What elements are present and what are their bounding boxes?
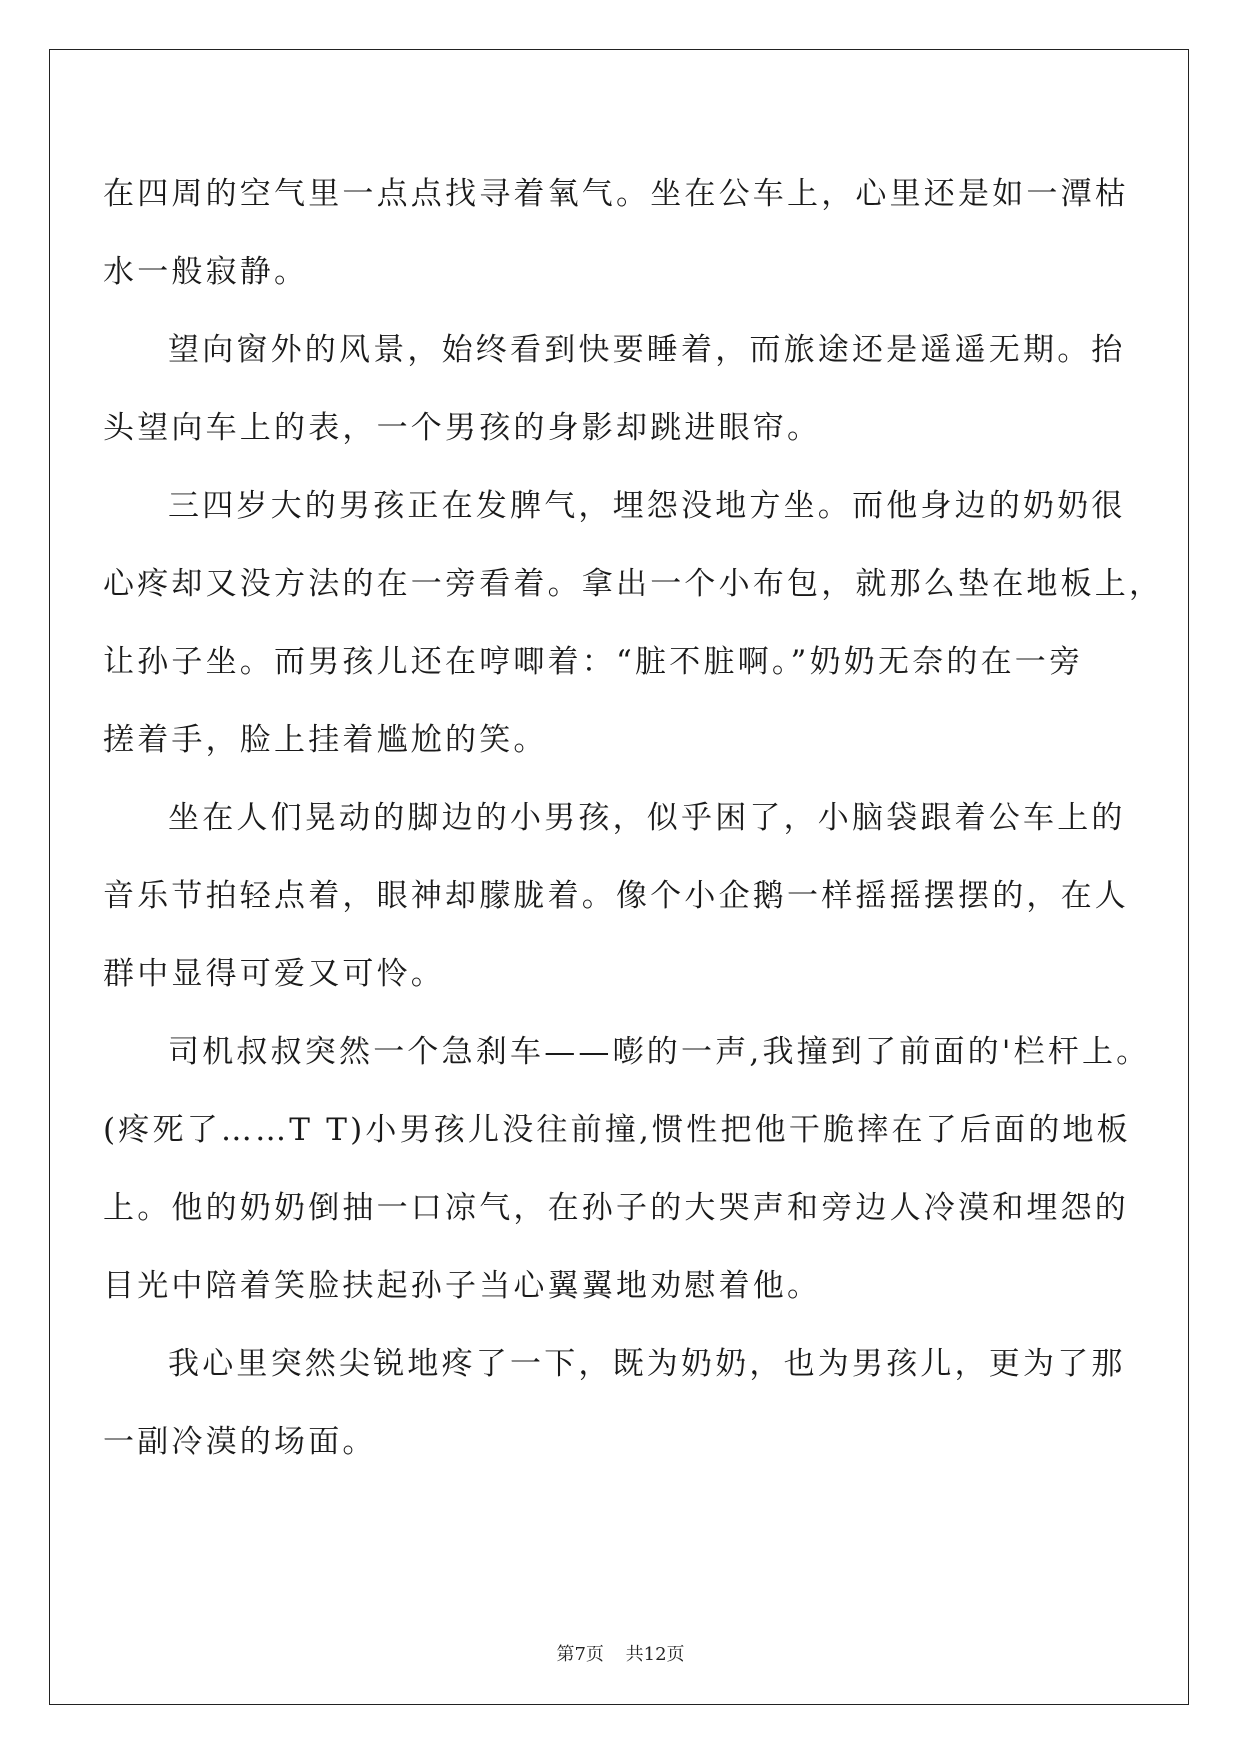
text-line: 一副冷漠的场面。 [103,1424,377,1460]
text-line: 搓着手，脸上挂着尴尬的笑。 [103,722,548,758]
paragraph-first-line: 三四岁大的男孩正在发脾气，埋怨没地方坐。而他身边的奶奶很 [168,488,1126,524]
page-total: 共12页 [625,1644,685,1665]
text-line: 心疼却又没方法的在一旁看着。拿出一个小布包，就那么垫在地板上， [103,566,1164,602]
text-line: 水一般寂静。 [103,254,309,290]
text-line: 上。他的奶奶倒抽一口凉气，在孙子的大哭声和旁边人冷漠和埋怨的 [103,1190,1129,1226]
paragraph-first-line: 望向窗外的风景，始终看到快要睡着，而旅途还是遥遥无期。抬 [168,332,1126,368]
paragraph-first-line: 我心里突然尖锐地疼了一下，既为奶奶，也为男孩儿，更为了那 [168,1346,1126,1382]
paragraph-first-line: 司机叔叔突然一个急刹车——嘭的一声,我撞到了前面的'栏杆上。 [168,1034,1151,1070]
text-line: 在四周的空气里一点点找寻着氧气。坐在公车上，心里还是如一潭枯 [103,176,1129,212]
page-footer [0,1640,1241,1666]
page-number: 第7页 [556,1644,604,1665]
text-line: 头望向车上的表，一个男孩的身影却跳进眼帘。 [103,410,822,446]
text-line: (疼死了……T T)小男孩儿没往前撞,惯性把他干脆摔在了后面的地板 [103,1112,1131,1148]
document-body [103,155,1164,1481]
paragraph-first-line: 坐在人们晃动的脚边的小男孩，似乎困了，小脑袋跟着公车上的 [168,800,1126,836]
text-line: 群中显得可爱又可怜。 [103,956,445,992]
text-line: 让孙子坐。而男孩儿还在哼唧着：“脏不脏啊。”奶奶无奈的在一旁 [103,644,1084,680]
text-line: 目光中陪着笑脸扶起孙子当心翼翼地劝慰着他。 [103,1268,822,1304]
text-line: 音乐节拍轻点着，眼神却朦胧着。像个小企鹅一样摇摇摆摆的，在人 [103,878,1129,914]
